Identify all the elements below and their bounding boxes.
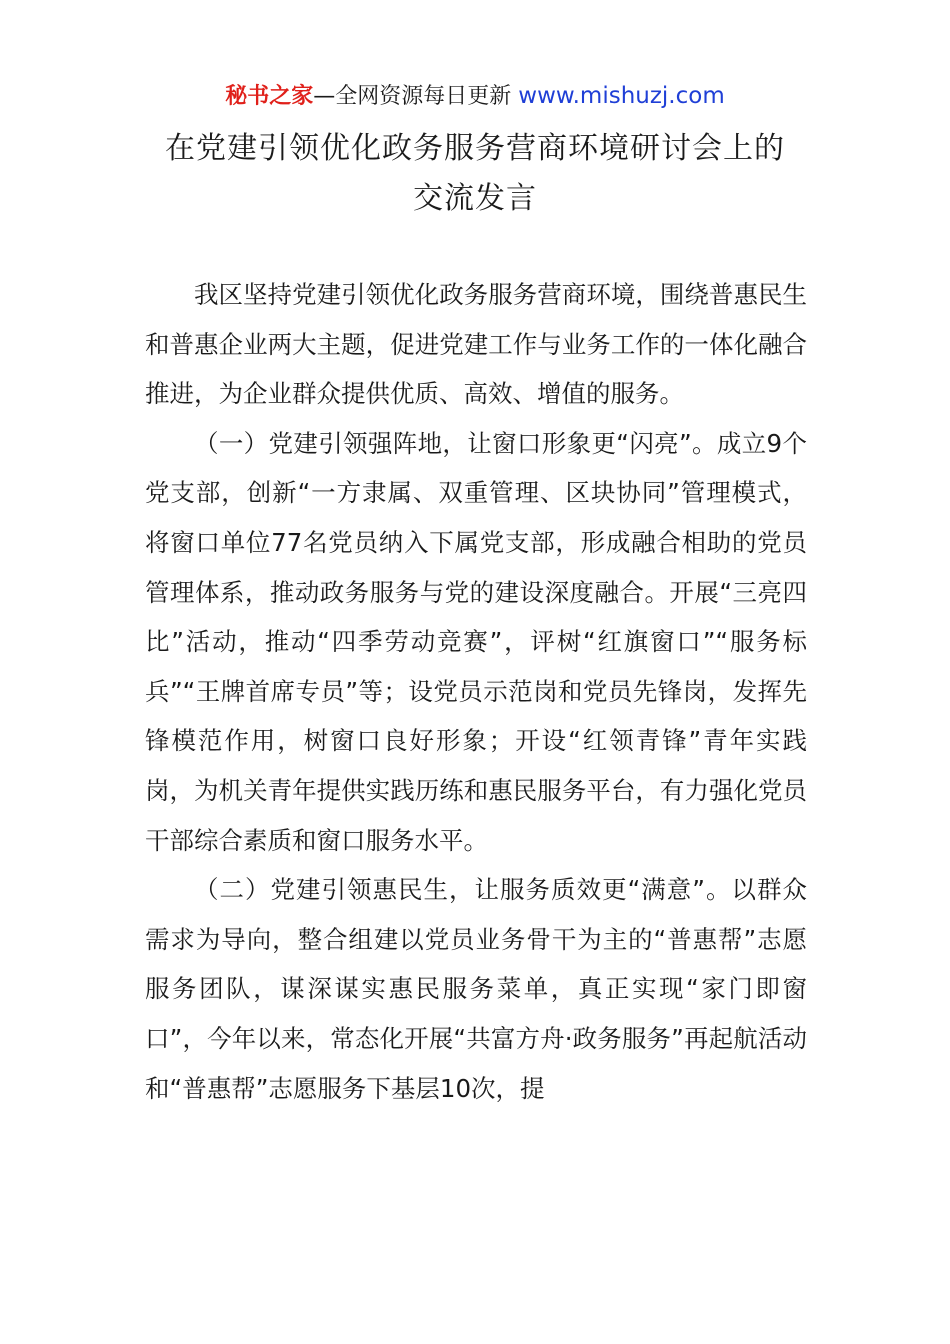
site-header <box>0 80 950 113</box>
title-line-1: 在党建引领优化政务服务营商环境研讨会上的 <box>165 131 785 166</box>
header-tagline: —全网资源每日更新 <box>313 84 512 109</box>
document-title <box>60 124 890 224</box>
document-body <box>145 270 807 1113</box>
paragraph-intro: 我区坚持党建引领优化政务服务营商环境，围绕普惠民生和普惠企业两大主题，促进党建工作与业务工作的一体化融合推进，为企业群众提供优质、高效、增值的服务。 <box>145 280 807 409</box>
paragraph-section-2: （二）党建引领惠民生，让服务质效更“满意”。以群众需求为导向，整合组建以党员业务骨干为主的“普惠帮”志愿服务团队，谋深谋实惠民服务菜单，真正实现“家门即窗口”，今年以来，常态化开展“共富方舟·政务服务”再起航活动和“普惠帮”志愿服务下基层10次，提 <box>145 875 807 1103</box>
site-url-link[interactable]: www.mishuzj.com <box>518 83 725 109</box>
brand-name: 秘书之家 <box>225 84 314 109</box>
paragraph-section-1: （一）党建引领强阵地，让窗口形象更“闪亮”。成立9个党支部，创新“一方隶属、双重管理、区块协同”管理模式，将窗口单位77名党员纳入下属党支部，形成融合相助的党员管理体系，推动政务服务与党的建设深度融合。开展“三亮四比”活动，推动“四季劳动竞赛”，评树“红旗窗口”“服务标兵”“王牌首席专员”等；设党员示范岗和党员先锋岗，发挥先锋模范作用，树窗口良好形象；开设“红领青锋”青年实践岗，为机关青年提供实践历练和惠民服务平台，有力强化党员干部综合素质和窗口服务水平。 <box>145 428 807 855</box>
title-line-2: 交流发言 <box>413 181 537 216</box>
